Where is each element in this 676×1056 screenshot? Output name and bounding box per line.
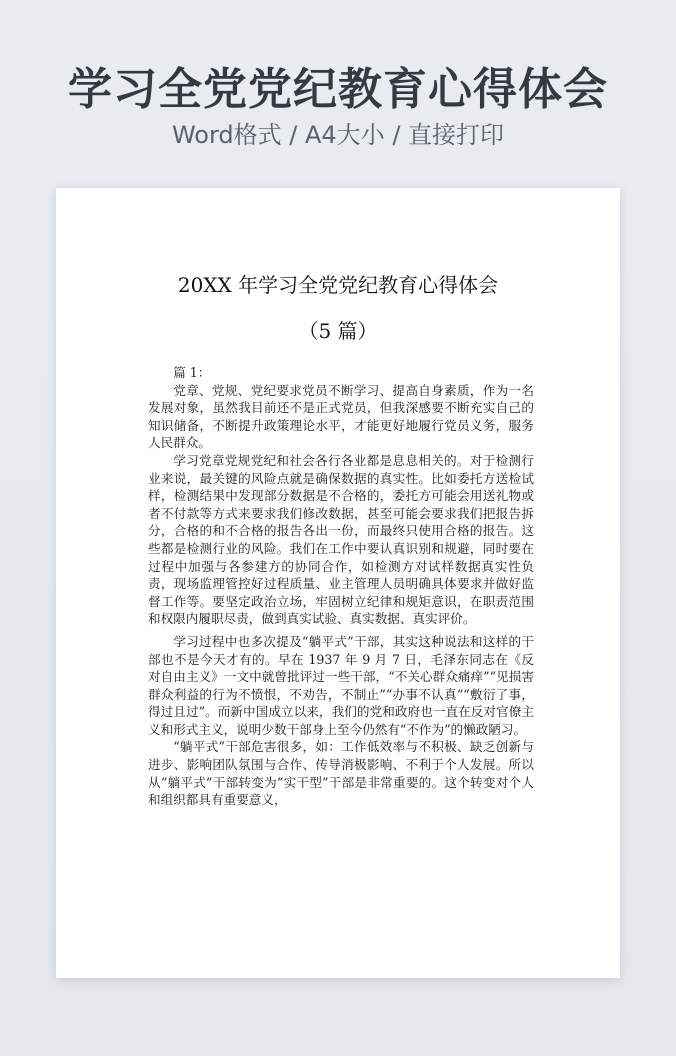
- paragraph: 学习党章党规党纪和社会各行各业都是息息相关的。对于检测行业来说，最关键的风险点就是确保数据的真实性。比如委托方送检试样，检测结果中发现部分数据是不合格的，委托方可能会用送礼物或者不付款等方式来要求我们修改数据，甚至可能会要求我们把报告拆分，合格的和不合格的报告各出一份，而最终只使用合格的报告。这些都是检测行业的风险。我们在工作中要认真识别和规避，同时要在过程中加强与各参建方的协同合作，如检测方对试样数据真实性负责，现场监理管控好过程质量、业主管理人员明确具体要求并做好监督工作等。要坚定政治立场，牢固树立纪律和规矩意识，在职责范围和权限内履职尽责，做到真实试验、真实数据、真实评价。: [148, 452, 534, 627]
- document-count: （5 篇）: [298, 319, 378, 343]
- section-label: 篇 1：: [173, 365, 211, 380]
- document-page: [56, 188, 620, 978]
- document-body: [148, 364, 534, 809]
- paragraph: 党章、党规、党纪要求党员不断学习、提高自身素质，作为一名发展对象，虽然我目前还不是正式党员，但我深感要不断充实自己的知识储备，不断提升政策理论水平，才能更好地履行党员义务，服务人民群众。: [148, 382, 534, 451]
- page-subtitle: Word格式 / A4大小 / 直接打印: [171, 121, 505, 149]
- document-title: 20XX 年学习全党党纪教育心得体会: [177, 273, 499, 297]
- page-title: 学习全党党纪教育心得体会: [68, 64, 608, 115]
- paragraph: “躺平式”干部危害很多，如：工作低效率与不积极、缺乏创新与进步、影响团队氛围与合作、传导消极影响、不利于个人发展。所以从“躺平式”干部转变为“实干型”干部是非常重要的。这个转变对个人和组织都具有重要意义，: [148, 739, 534, 808]
- paragraph: 学习过程中也多次提及“躺平式”干部，其实这种说法和这样的干部也不是今天才有的。早在 1937 年 9 月 7 日，毛泽东同志在《反对自由主义》一文中就曾批评过一些干部，“不关心群众痛痒”“见损害群众利益的行为不愤恨，不劝告，不制止”“办事不认真““敷衍了事，得过且过”。而新中国成立以来，我们的党和政府也一直在反对官僚主义和形式主义，说明少数干部身上至今仍然有“不作为”的懒政陋习。: [148, 633, 534, 737]
